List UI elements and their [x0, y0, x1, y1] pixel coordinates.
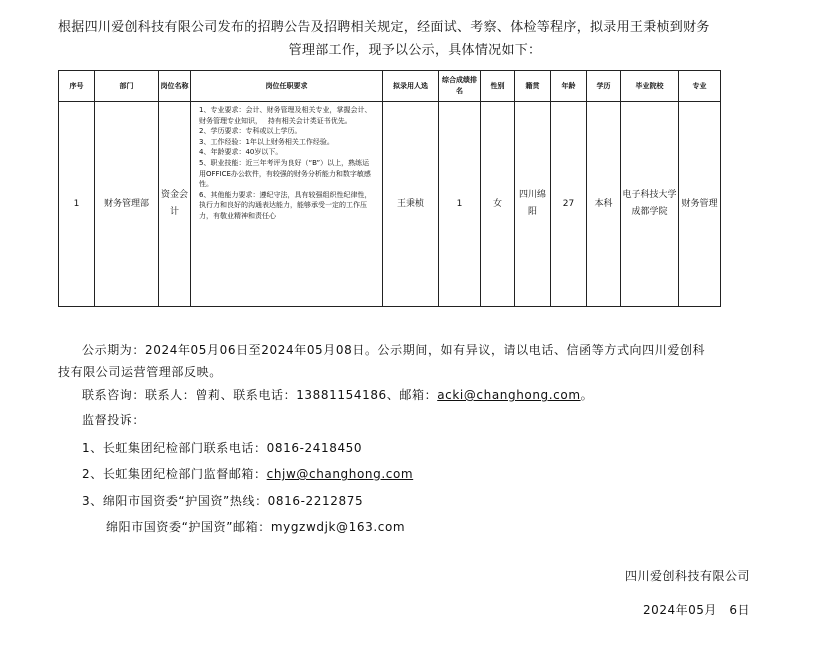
cell-requirements [191, 102, 383, 307]
contact-email-link[interactable]: acki@changhong.com [437, 388, 581, 402]
contact-line [82, 386, 796, 403]
cell-major: 财务管理 [679, 102, 721, 307]
supervise-item-4: 绵阳市国资委“护国资”邮箱：mygzwdjk@163.com [106, 520, 406, 534]
header-candidate: 拟录用人选 [383, 71, 439, 102]
header-major: 专业 [679, 71, 721, 102]
header-education: 学历 [587, 71, 621, 102]
cell-rank: 1 [439, 102, 481, 307]
contact-text: 联系咨询：联系人：曾莉、联系电话：13881154186、邮箱： [82, 388, 438, 402]
cell-origin: 四川绵阳 [515, 102, 551, 307]
requirement-item: 2、学历要求：专科或以上学历。 [199, 127, 302, 136]
supervise-item-3: 3、绵阳市国资委“护国资”热线：0816-2212875 [82, 494, 364, 508]
requirement-item: 6、其他能力要求：遵纪守法，具有较强组织性纪律性，执行力和良好的沟通表达能力，能够承受一定的工作压力，有敬业精神和责任心 [199, 190, 372, 220]
supervise-title: 监督投诉： [82, 413, 146, 427]
intro-line-2: 管理部工作，现予以公示，具体情况如下： [288, 43, 542, 58]
header-no: 序号 [59, 71, 95, 102]
notice-period [58, 339, 772, 383]
header-origin: 籍贯 [515, 71, 551, 102]
cell-no: 1 [59, 102, 95, 307]
cell-age: 27 [551, 102, 587, 307]
cell-sex: 女 [481, 102, 515, 307]
requirement-item: 3、工作经验：1年以上财务相关工作经验。 [199, 137, 334, 146]
cell-post: 资金会计 [159, 102, 191, 307]
requirement-item: 1、专业要求：会计、财务管理及相关专业，掌握会计、财务管理专业知识， 持有相关会计类证书优先。 [199, 106, 372, 125]
contact-suffix: 。 [580, 388, 594, 402]
cell-dept: 财务管理部 [95, 102, 159, 307]
notice-period-line-2: 技有限公司运营管理部反映。 [58, 365, 222, 379]
header-requirements: 岗位任职要求 [191, 71, 383, 102]
cell-school: 电子科技大学成都学院 [621, 102, 679, 307]
notice-period-line-1: 公示期为：2024年05月06日至2024年05月08日。公示期间，如有异议，请以电话、信函等方式向四川爱创科 [82, 343, 706, 357]
intro-line-1: 根据四川爱创科技有限公司发布的招聘公告及招聘相关规定，经面试、考察、体检等程序，拟录用王秉桢到财务 [58, 20, 710, 35]
header-post: 岗位名称 [159, 71, 191, 102]
cell-education: 本科 [587, 102, 621, 307]
supervise-email-link[interactable]: chjw@changhong.com [266, 467, 414, 481]
header-age: 年龄 [551, 71, 587, 102]
table-header-row [59, 71, 721, 102]
table-row [59, 102, 721, 307]
supervise-item-2 [82, 465, 796, 482]
signature-company: 四川爱创科技有限公司 [624, 569, 750, 583]
header-dept: 部门 [95, 71, 159, 102]
supervise-item-2-label: 2、长虹集团纪检部门监督邮箱： [82, 467, 267, 481]
header-sex: 性别 [481, 71, 515, 102]
signature-date: 2024年05月 6日 [643, 603, 750, 617]
header-rank: 综合成绩排名 [439, 71, 481, 102]
intro-paragraph [58, 16, 772, 62]
header-school: 毕业院校 [621, 71, 679, 102]
requirement-item: 5、职业技能：近三年考评为良好（“B”）以上，熟练运用OFFICE办公软件，有较强的财务分析能力和数字敏感性。 [199, 158, 371, 189]
requirement-item: 4、年龄要求：40岁以下。 [199, 148, 283, 157]
recruitment-table [58, 70, 721, 307]
supervise-item-1: 1、长虹集团纪检部门联系电话：0816-2418450 [82, 441, 363, 455]
cell-candidate: 王秉桢 [383, 102, 439, 307]
